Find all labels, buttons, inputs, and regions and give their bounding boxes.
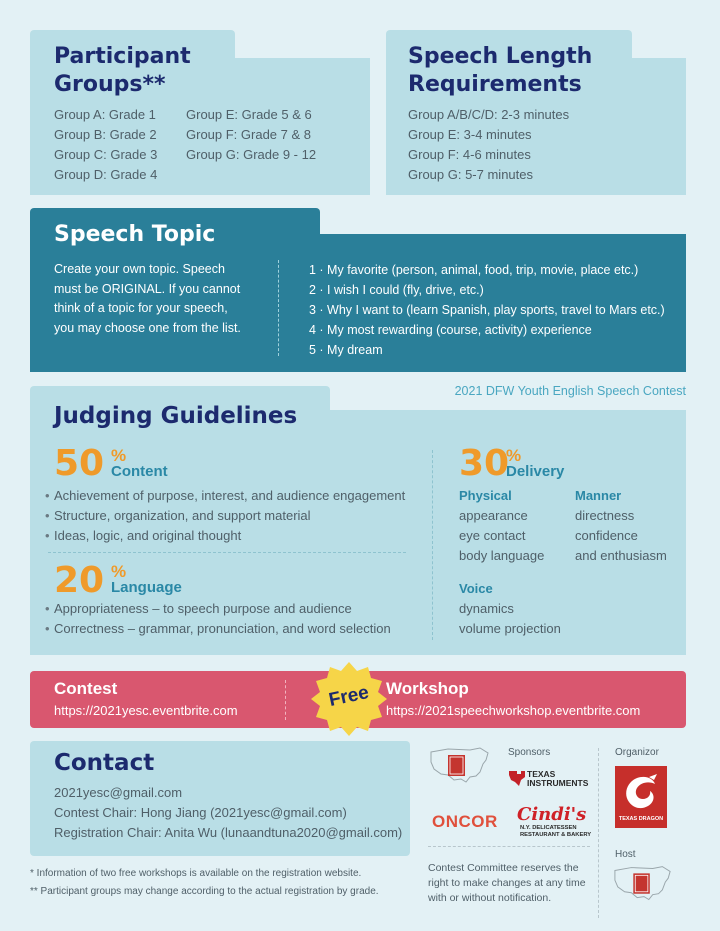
sponsors-label: Sponsors [508,747,551,758]
contact-email[interactable]: 2021yesc@gmail.com [54,785,183,800]
content-percent: 50 [54,443,105,484]
speech-length-title: Speech Length Requirements [408,44,593,97]
content-bullet: • Structure, organization, and support material [54,508,311,523]
sponsors-bottom-divider [428,846,590,847]
language-bullet: • Correctness – grammar, pronunciation, and word selection [54,621,391,636]
speech-topic-title: Speech Topic [54,222,216,247]
contact-title: Contact [54,750,155,776]
sponsors-divider [598,748,599,918]
registration-chair: Registration Chair: Anita Wu (lunaandtuna2020@gmail.com) [54,825,403,840]
cindis-sub: N.Y. DELICATESSEN RESTAURANT & BAKERY [520,825,592,838]
topic-divider [278,260,279,356]
usa-map-sponsor-icon [428,746,492,788]
texas-dragon-label: TEXAS DRAGON [618,816,664,822]
contest-label: Contest [54,679,118,698]
organizer-label: Organizor [615,747,659,758]
length-f: Group F: 4-6 minutes [408,147,531,162]
group-g: Group G: Grade 9 - 12 [186,147,317,162]
dragon-icon [615,768,667,816]
language-percent: 20 [54,560,105,601]
language-bullet: • Appropriateness – to speech purpose and audience [54,601,352,616]
topic-item: 3 · Why I want to (learn Spanish, play sports, travel to Mars etc.) [309,303,665,317]
judging-divider-v [432,450,433,640]
length-e: Group E: 3-4 minutes [408,127,532,142]
topic-list [309,260,665,360]
group-b: Group B: Grade 2 [54,127,157,142]
group-e: Group E: Grade 5 & 6 [186,107,312,122]
judging-divider-h [48,552,406,553]
judging-title: Judging Guidelines [54,403,298,429]
footnote-1: * Information of two free workshops is available on the registration website. [30,868,362,879]
content-bullet: • Achievement of purpose, interest, and audience engagement [54,488,405,503]
cindis-logo: Cindi's [517,804,587,825]
length-abcd: Group A/B/C/D: 2-3 minutes [408,107,570,122]
texas-instruments-logo-icon [507,768,527,788]
topic-item: 4 · My most rewarding (course, activity) experience [309,323,592,337]
contest-link[interactable]: https://2021yesc.eventbrite.com [54,703,238,718]
group-d: Group D: Grade 4 [54,167,158,182]
group-f: Group F: Grade 7 & 8 [186,127,312,142]
banner-divider [285,680,286,720]
host-label: Host [615,849,636,860]
content-label: Content [111,463,168,480]
workshop-link[interactable]: https://2021speechworkshop.eventbrite.com [386,703,641,718]
language-label: Language [111,579,182,596]
topic-item: 2 · I wish I could (fly, drive, etc.) [309,283,484,297]
topic-item: 5 · My dream [309,343,383,357]
participant-groups-title: Participant Groups** [54,44,191,97]
delivery-label: Delivery [506,463,565,480]
texas-dragon-logo [615,766,667,828]
contest-chair: Contest Chair: Hong Jiang (2021yesc@gmail.com) [54,805,347,820]
group-c: Group C: Grade 3 [54,147,158,162]
texas-instruments-logo: TEXAS INSTRUMENTS [527,769,589,788]
footnote-2: ** Participant groups may change according to the actual registration by grade. [30,886,379,897]
physical-label: Physical [459,488,512,503]
voice-label: Voice [459,581,493,596]
group-a: Group A: Grade 1 [54,107,156,122]
topic-item: 1 · My favorite (person, animal, food, trip, movie, place etc.) [309,263,639,277]
content-bullet: • Ideas, logic, and original thought [54,528,241,543]
disclaimer: Contest Committee reserves the right to make changes at any time with or without notification. [428,862,586,904]
length-g: Group G: 5-7 minutes [408,167,533,182]
contest-name: 2021 DFW Youth English Speech Contest [454,384,686,398]
speech-topic-intro: Create your own topic. Speech must be ORIGINAL. If you cannot think of a topic for your speech, you may choose one from the list. [54,262,241,335]
delivery-percent: 30 [459,443,510,484]
free-badge-text: Free [327,682,371,711]
oncor-logo: ONCOR [432,812,498,831]
usa-map-host-icon [612,864,674,906]
workshop-label: Workshop [386,679,469,698]
manner-label: Manner [575,488,622,503]
